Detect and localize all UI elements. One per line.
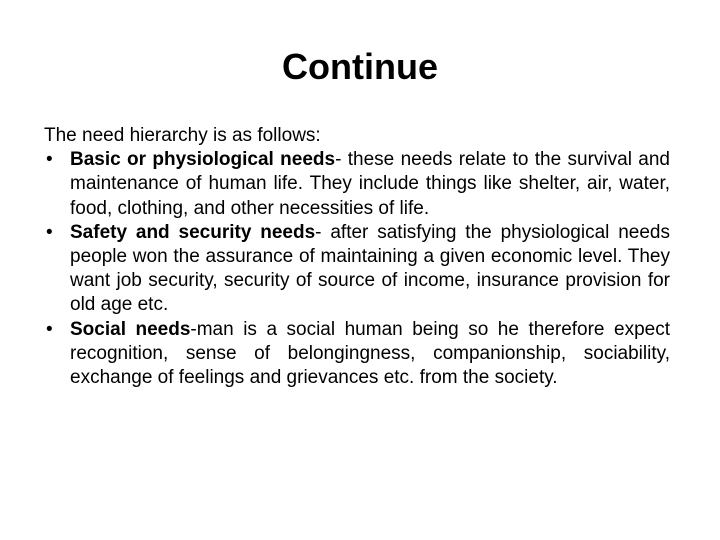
need-description: - after satisfying the physiological needs people won the assurance of maintaining a given economic level. They want job security, security of source of income, insurance provision for old age etc. <box>70 221 670 316</box>
slide-body <box>44 124 670 390</box>
need-term: Safety and security needs <box>70 221 316 243</box>
intro-text: The need hierarchy is as follows: <box>44 125 321 146</box>
list-item-social-needs <box>44 318 670 391</box>
needs-list <box>44 148 670 390</box>
need-description: -man is a social human being so he therefore expect recognition, sense of belongingness, companionship, sociability, exchange of feelings and grievances etc. from the society. <box>70 318 670 389</box>
need-term: Basic or physiological needs <box>70 149 336 171</box>
bullet-icon: • <box>46 318 53 340</box>
list-item-safety-needs <box>44 221 670 318</box>
need-term: Social needs <box>70 318 191 340</box>
need-description: - these needs relate to the survival and maintenance of human life. They include things like shelter, air, water, food, clothing, and other necessities of life. <box>70 149 670 219</box>
list-item-physiological-needs <box>44 148 670 221</box>
bullet-icon: • <box>46 149 53 171</box>
slide-title: Continue <box>282 46 438 87</box>
bullet-icon: • <box>46 221 53 243</box>
